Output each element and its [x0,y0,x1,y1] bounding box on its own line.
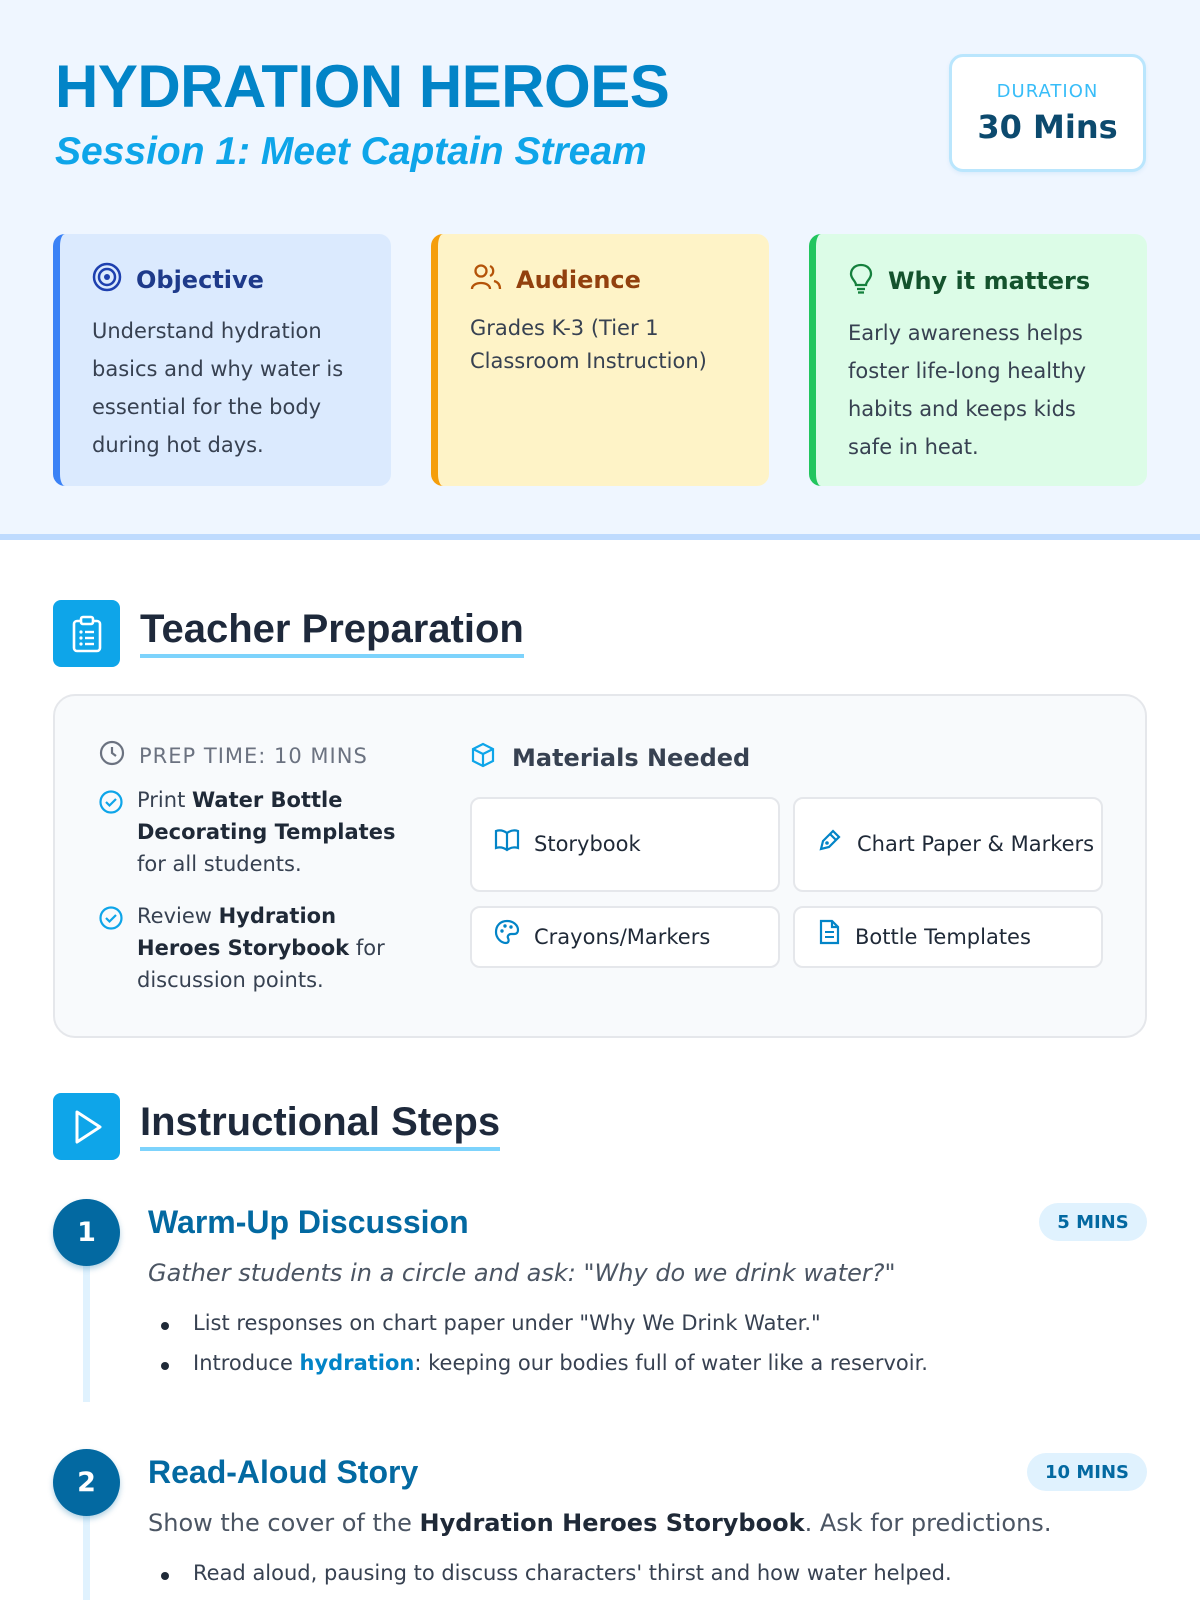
prep-time [99,740,368,771]
header-banner [0,0,1200,540]
users-icon [470,262,516,298]
material-label: Bottle Templates [855,924,1031,949]
step-bullet: List responses on chart paper under "Why We Drink Water." [193,1311,821,1335]
play-icon [53,1093,120,1160]
session-subtitle: Session 1: Meet Captain Stream [55,130,647,173]
prep-task [99,784,419,880]
duration-value: 30 Mins [977,108,1118,146]
step-intro: Show the cover of the Hydration Heroes Storybook. Ask for predictions. [148,1509,1052,1537]
why-title: Why it matters [888,267,1091,295]
step-intro: Gather students in a circle and ask: "Why do we drink water?" [148,1259,896,1287]
step-number: 1 [53,1199,120,1266]
prep-task-text: Review Hydration Heroes Storybook for discussion points. [137,904,385,992]
page-title: HYDRATION HEROES [55,53,670,120]
material-item [470,797,780,892]
lightbulb-icon [848,262,888,300]
duration-box [949,54,1146,172]
material-label: Chart Paper & Markers [857,832,1095,856]
teacher-prep-heading: Teacher Preparation [140,607,524,658]
prep-task [99,900,419,996]
material-item [470,906,780,968]
check-circle-icon [99,900,137,996]
materials-heading: Materials Needed [470,742,750,774]
why-card [809,234,1147,486]
step-bullet: Read aloud, pausing to discuss characters' thirst and how water helped. [193,1561,952,1585]
objective-text: Understand hydration basics and why water is essential for the body during hot days. [92,319,344,457]
clipboard-icon [53,600,120,667]
step-time-badge: 10 MINS [1027,1453,1147,1491]
check-circle-icon [99,784,137,880]
objective-title: Objective [136,266,264,294]
target-icon [92,262,136,298]
prep-time-label: PREP TIME: 10 MINS [139,743,368,768]
audience-card [431,234,769,486]
objective-card [53,234,391,486]
material-item [793,906,1103,968]
step-number: 2 [53,1449,120,1516]
instructional-steps-heading: Instructional Steps [140,1100,500,1151]
document-icon [817,919,855,955]
audience-text: Grades K-3 (Tier 1 Classroom Instruction) [470,316,707,373]
step-time-badge: 5 MINS [1039,1203,1147,1241]
why-text: Early awareness helps foster life-long healthy habits and keeps kids safe in heat. [848,321,1087,459]
step-bullet: Introduce hydration: keeping our bodies full of water like a reservoir. [193,1351,928,1375]
step-title: Warm-Up Discussion [148,1204,469,1240]
palette-icon [494,919,534,955]
clock-icon [99,740,139,771]
cube-icon [470,742,512,774]
material-label: Crayons/Markers [534,924,711,949]
book-icon [494,828,534,862]
duration-label: DURATION [996,81,1099,102]
prep-task-text: Print Water Bottle Decorating Templates for all students. [137,788,396,876]
teacher-prep-panel [53,694,1147,1038]
pen-icon [817,827,857,863]
material-label: Storybook [534,832,641,856]
step-title: Read-Aloud Story [148,1454,419,1490]
audience-title: Audience [516,266,641,294]
material-item [793,797,1103,892]
